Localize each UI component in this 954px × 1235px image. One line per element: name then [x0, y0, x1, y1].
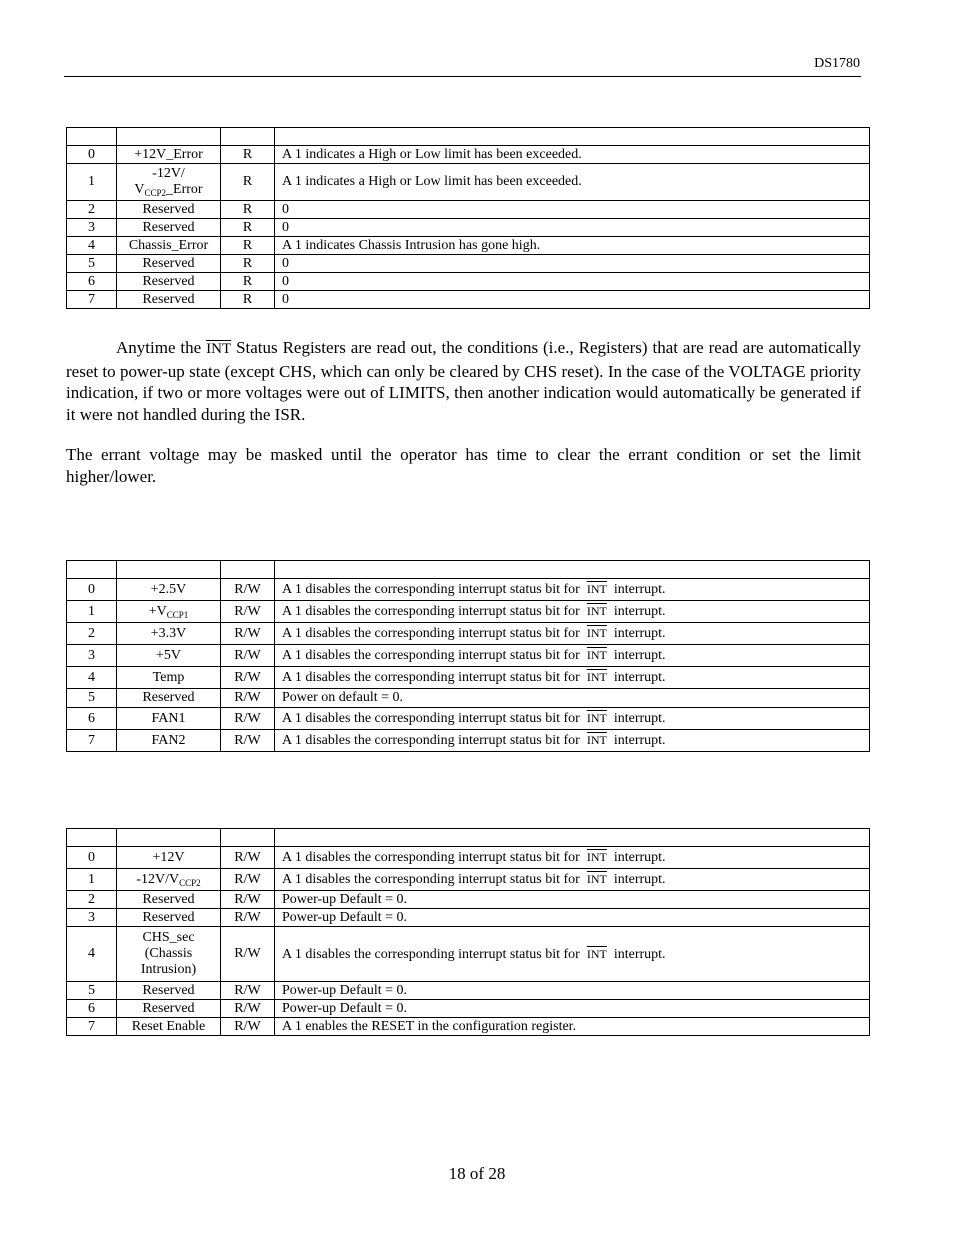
table-row: 4 Chassis_Error R A 1 indicates Chassis Intrusion has gone high. [67, 237, 870, 255]
table-header-row [67, 561, 870, 579]
page-number: 18 of 28 [448, 1164, 506, 1183]
table-row: 6 Reserved R/W Power-up Default = 0. [67, 1000, 870, 1018]
table-row: 1 $-12V/V_{CCP2}$ R/W A 1 disables the corresponding interrupt status bit for $\overline{INT}$ interrupt. [67, 869, 870, 891]
table-row: 5 Reserved R/W Power on default = 0. [67, 689, 870, 708]
table-row: 5 Reserved R 0 [67, 255, 870, 273]
header-rule [64, 76, 861, 77]
table-row: 7 Reserved R 0 [67, 291, 870, 309]
table-row: 1 -12V/ $V_{CCP2}\_Error$ R A 1 indicates a High or Low limit has been exceeded. [67, 164, 870, 201]
table-header-row [67, 128, 870, 146]
table-row: 2 +3.3V R/W A 1 disables the corresponding interrupt status bit for $\overline{INT}$ interrupt. [67, 623, 870, 645]
table-row: 7 FAN2 R/W A 1 disables the corresponding interrupt status bit for $\overline{INT}$ interrupt. [67, 730, 870, 752]
table-row: 3 Reserved R 0 [67, 219, 870, 237]
table-row: 3 Reserved R/W Power-up Default = 0. [67, 909, 870, 927]
int-signal: $\overline{INT}$ [206, 341, 232, 357]
table-row: 6 Reserved R 0 [67, 273, 870, 291]
table-row: 0 +2.5V R/W A 1 disables the corresponding interrupt status bit for $\overline{INT}$ interrupt. [67, 579, 870, 601]
register-name: -12V/ $V_{CCP2}\_Error$ [117, 164, 221, 201]
body-paragraph: Anytime the $\overline{INT}$ Status Registers are read out, the conditions (i.e., Registers) that are read are automatically reset to power-up state (except CHS, which can only be cleared by CHS reset). In the case of the VOLTAGE priority indication, if two or more voltages were out of LIMITS, then another indication would automatically be generated if it were not handled during the ISR. [66, 338, 861, 424]
table-row: 5 Reserved R/W Power-up Default = 0. [67, 982, 870, 1000]
table-row: 2 Reserved R/W Power-up Default = 0. [67, 891, 870, 909]
table-row: 0 +12V_Error R A 1 indicates a High or Low limit has been exceeded. [67, 146, 870, 164]
table-row: 7 Reset Enable R/W A 1 enables the RESET in the configuration register. [67, 1018, 870, 1036]
body-paragraph: The errant voltage may be masked until the operator has time to clear the errant condition or set the limit higher/lower. [66, 445, 861, 486]
table-row: 0 +12V R/W A 1 disables the corresponding interrupt status bit for $\overline{INT}$ interrupt. [67, 847, 870, 869]
interrupt-mask-register-2-table [66, 828, 870, 1036]
table-row: 4 CHS_sec (Chassis Intrusion) R/W A 1 disables the corresponding interrupt status bit for $\overline{INT}$ interrupt. [67, 927, 870, 982]
document-id: DS1780 [814, 56, 860, 71]
table-row: 4 Temp R/W A 1 disables the corresponding interrupt status bit for $\overline{INT}$ interrupt. [67, 667, 870, 689]
interrupt-mask-register-1-table [66, 560, 870, 752]
table-row: 6 FAN1 R/W A 1 disables the corresponding interrupt status bit for $\overline{INT}$ interrupt. [67, 708, 870, 730]
table-row: 1 $+V_{CCP1}$ R/W A 1 disables the corresponding interrupt status bit for $\overline{INT}$ interrupt. [67, 601, 870, 623]
table-row: 2 Reserved R 0 [67, 201, 870, 219]
table-header-row [67, 829, 870, 847]
interrupt-status-register-2-table [66, 127, 870, 309]
table-row: 3 +5V R/W A 1 disables the corresponding interrupt status bit for $\overline{INT}$ interrupt. [67, 645, 870, 667]
